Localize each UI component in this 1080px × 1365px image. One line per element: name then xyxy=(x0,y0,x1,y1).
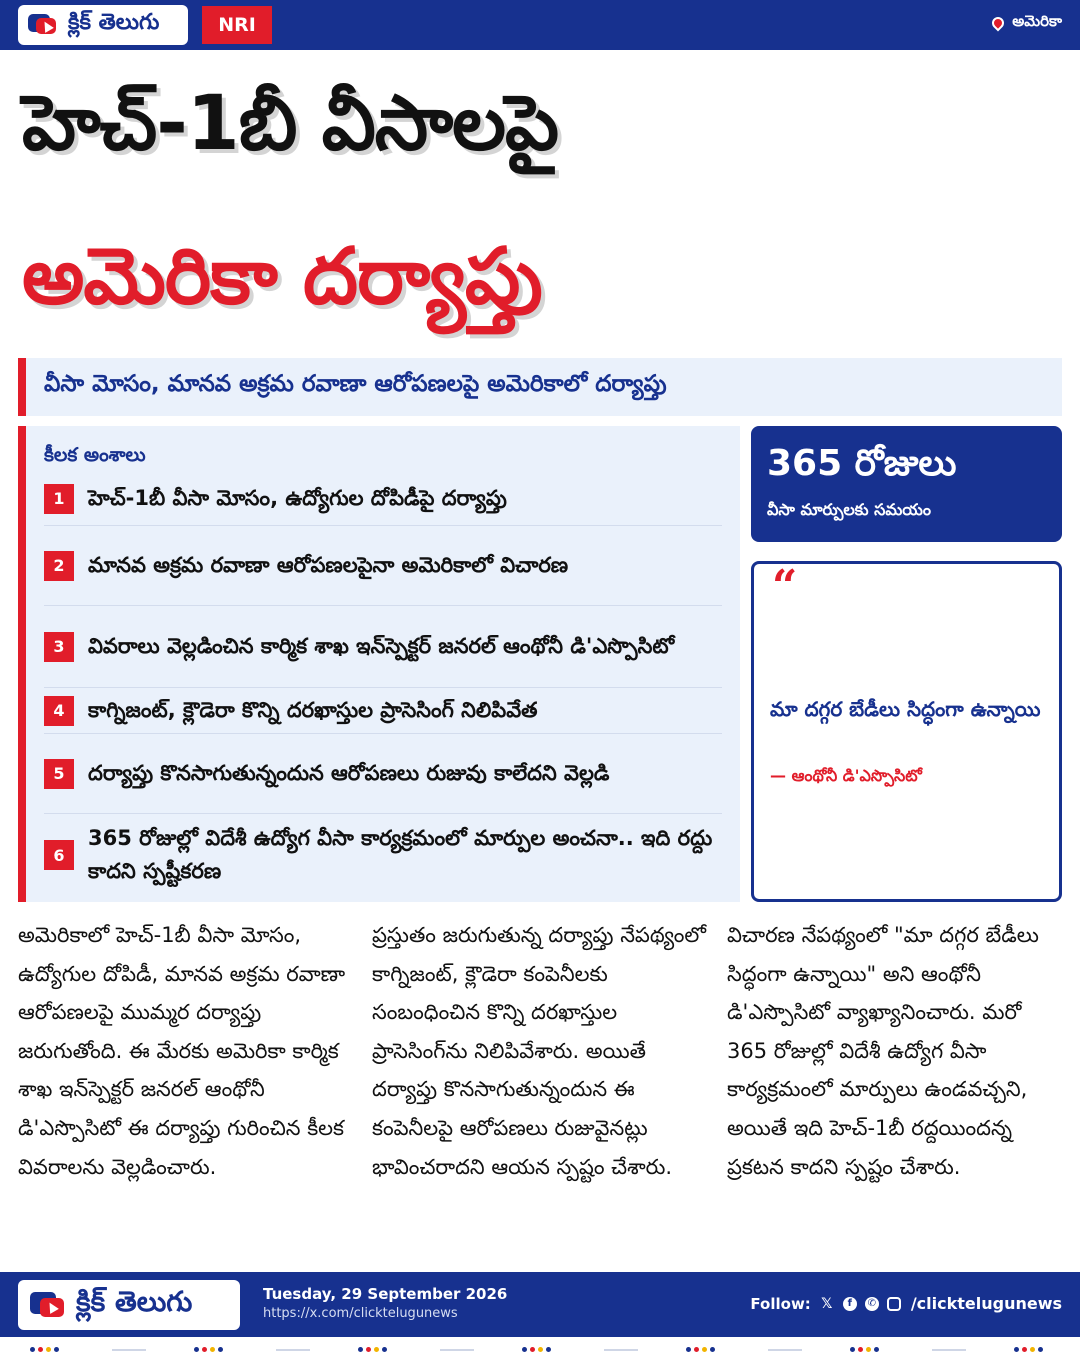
key-point-item xyxy=(44,814,722,896)
key-point-text: మానవ అక్రమ రవాణా ఆరోపణలపైనా అమెరికాలో విచారణ xyxy=(88,553,569,577)
dot-group xyxy=(686,1347,718,1352)
divider xyxy=(604,1349,638,1351)
key-point-number: 5 xyxy=(44,759,74,789)
footer-logo[interactable] xyxy=(18,1280,240,1330)
facebook-icon[interactable]: f xyxy=(843,1297,857,1311)
dot-group xyxy=(1014,1347,1046,1352)
key-point-text: వివరాలు వెల్లడించిన కార్మిక శాఖ ఇన్‌స్పెక్టర్ జనరల్ ఆంథోనీ డి'ఎస్పొసిటో xyxy=(88,634,675,658)
divider xyxy=(932,1349,966,1351)
stat-value: 365 రోజులు xyxy=(767,443,957,484)
key-point-number: 2 xyxy=(44,551,74,581)
key-point-number: 3 xyxy=(44,632,74,662)
key-point-text: హెచ్-1బీ వీసా మోసం, ఉద్యోగుల దోపిడీపై దర్యాప్తు xyxy=(88,486,507,510)
divider xyxy=(276,1349,310,1351)
top-bar xyxy=(0,0,1080,50)
dot-group xyxy=(358,1347,390,1352)
publish-date: Tuesday, 29 September 2026 xyxy=(263,1285,508,1303)
footer-logo-text: క్లిక్ తెలుగు xyxy=(76,1285,193,1318)
location-tag xyxy=(992,12,1062,34)
category-badge[interactable]: NRI xyxy=(202,6,272,44)
follow-label: Follow: xyxy=(750,1294,811,1313)
instagram-icon[interactable] xyxy=(887,1297,901,1311)
decorative-dots-row xyxy=(0,1345,1080,1357)
divider xyxy=(112,1349,146,1351)
key-points-title: కీలక అంశాలు xyxy=(44,444,146,466)
stat-caption: వీసా మార్పులకు సమయం xyxy=(767,500,931,519)
quote-mark-icon: “ xyxy=(772,561,798,612)
key-point-number: 4 xyxy=(44,696,74,726)
quote-box xyxy=(751,561,1062,902)
chat-bubble-icon xyxy=(28,12,58,38)
key-point-item xyxy=(44,688,722,734)
body-column-1: అమెరికాలో హెచ్-1బీ వీసా మోసం, ఉద్యోగుల దోపిడీ, మానవ అక్రమ రవాణా ఆరోపణలపై ముమ్మర దర్యాప్తు జరుగుతోంది. ఈ మేరకు అమెరికా కార్మిక శాఖ ఇన్‌స్పెక్టర్ జనరల్ ఆంథోనీ డి'ఎస్పొసిటో ఈ దర్యాప్తు గురించిన కీలక వివరాలను వెల్లడించారు. xyxy=(18,923,346,1179)
key-point-item xyxy=(44,606,722,688)
social-handle[interactable]: /clicktelugunews xyxy=(910,1294,1062,1313)
body-column-2: ప్రస్తుతం జరుగుతున్న దర్యాప్తు నేపథ్యంలో కాగ్నిజంట్, క్లౌడెరా కంపెనీలకు సంబంధించిన కొన్ని దరఖాస్తుల ప్రాసెసింగ్‌ను నిలిపివేశారు. అయితే దర్యాప్తు కొనసాగుతున్నందున ఈ కంపెనీలపై ఆరోపణలు రుజువైనట్లు భావించరాదని ఆయన స్పష్టం చేశారు. xyxy=(372,923,706,1179)
key-point-item xyxy=(44,472,722,526)
quote-author: — ఆంథోనీ డి'ఎస్పొసిటో xyxy=(770,766,922,785)
location-pin-icon xyxy=(990,15,1007,32)
x-icon[interactable]: 𝕏 xyxy=(821,1295,833,1312)
chat-bubble-icon xyxy=(30,1290,66,1320)
dot-group xyxy=(522,1347,554,1352)
dot-group xyxy=(30,1347,62,1352)
brand-logo[interactable] xyxy=(18,5,188,45)
key-point-item xyxy=(44,734,722,814)
stat-box xyxy=(751,426,1062,542)
follow-section xyxy=(750,1294,1062,1313)
headline-line-2: అమెరికా దర్యాప్తు xyxy=(22,232,542,322)
whatsapp-icon[interactable]: ✆ xyxy=(865,1297,879,1311)
headline-line-1: హెచ్-1బీ వీసాలపై xyxy=(22,78,559,167)
divider xyxy=(440,1349,474,1351)
key-point-item xyxy=(44,526,722,606)
dot-group xyxy=(850,1347,882,1352)
key-point-text: కాగ్నిజంట్, క్లౌడెరా కొన్ని దరఖాస్తుల ప్రాసెసింగ్ నిలిపివేత xyxy=(88,698,538,722)
key-point-number: 6 xyxy=(44,840,74,870)
key-point-number: 1 xyxy=(44,484,74,514)
quote-text: మా దగ్గర బేడీలు సిద్ధంగా ఉన్నాయి xyxy=(770,697,1041,721)
location-label: అమెరికా xyxy=(1012,12,1062,30)
footer-bar xyxy=(0,1272,1080,1337)
subtitle: వీసా మోసం, మానవ అక్రమ రవాణా ఆరోపణలపై అమెరికాలో దర్యాప్తు xyxy=(18,358,1062,416)
dot-group xyxy=(194,1347,226,1352)
brand-logo-text: క్లిక్ తెలుగు xyxy=(68,10,160,35)
footer-url-link[interactable]: https://x.com/clicktelugunews xyxy=(263,1306,458,1321)
key-points-panel xyxy=(18,426,740,902)
key-point-text: 365 రోజుల్లో విదేశీ ఉద్యోగ వీసా కార్యక్రమంలో మార్పుల అంచనా.. ఇది రద్దు కాదని స్పష్టీకరణ xyxy=(88,826,713,883)
key-point-text: దర్యాప్తు కొనసాగుతున్నందున ఆరోపణలు రుజువు కాలేదని వెల్లడి xyxy=(88,761,610,785)
body-column-3: విచారణ నేపథ్యంలో "మా దగ్గర బేడీలు సిద్ధంగా ఉన్నాయి" అని ఆంథోనీ డి'ఎస్పొసిటో వ్యాఖ్యానించారు. మరో 365 రోజుల్లో విదేశీ ఉద్యోగ వీసా కార్యక్రమంలో మార్పులు ఉండవచ్చని, అయితే ఇది హెచ్-1బీ రద్దయిందన్న ప్రకటన కాదని స్పష్టం చేశారు. xyxy=(727,923,1039,1179)
divider xyxy=(768,1349,802,1351)
